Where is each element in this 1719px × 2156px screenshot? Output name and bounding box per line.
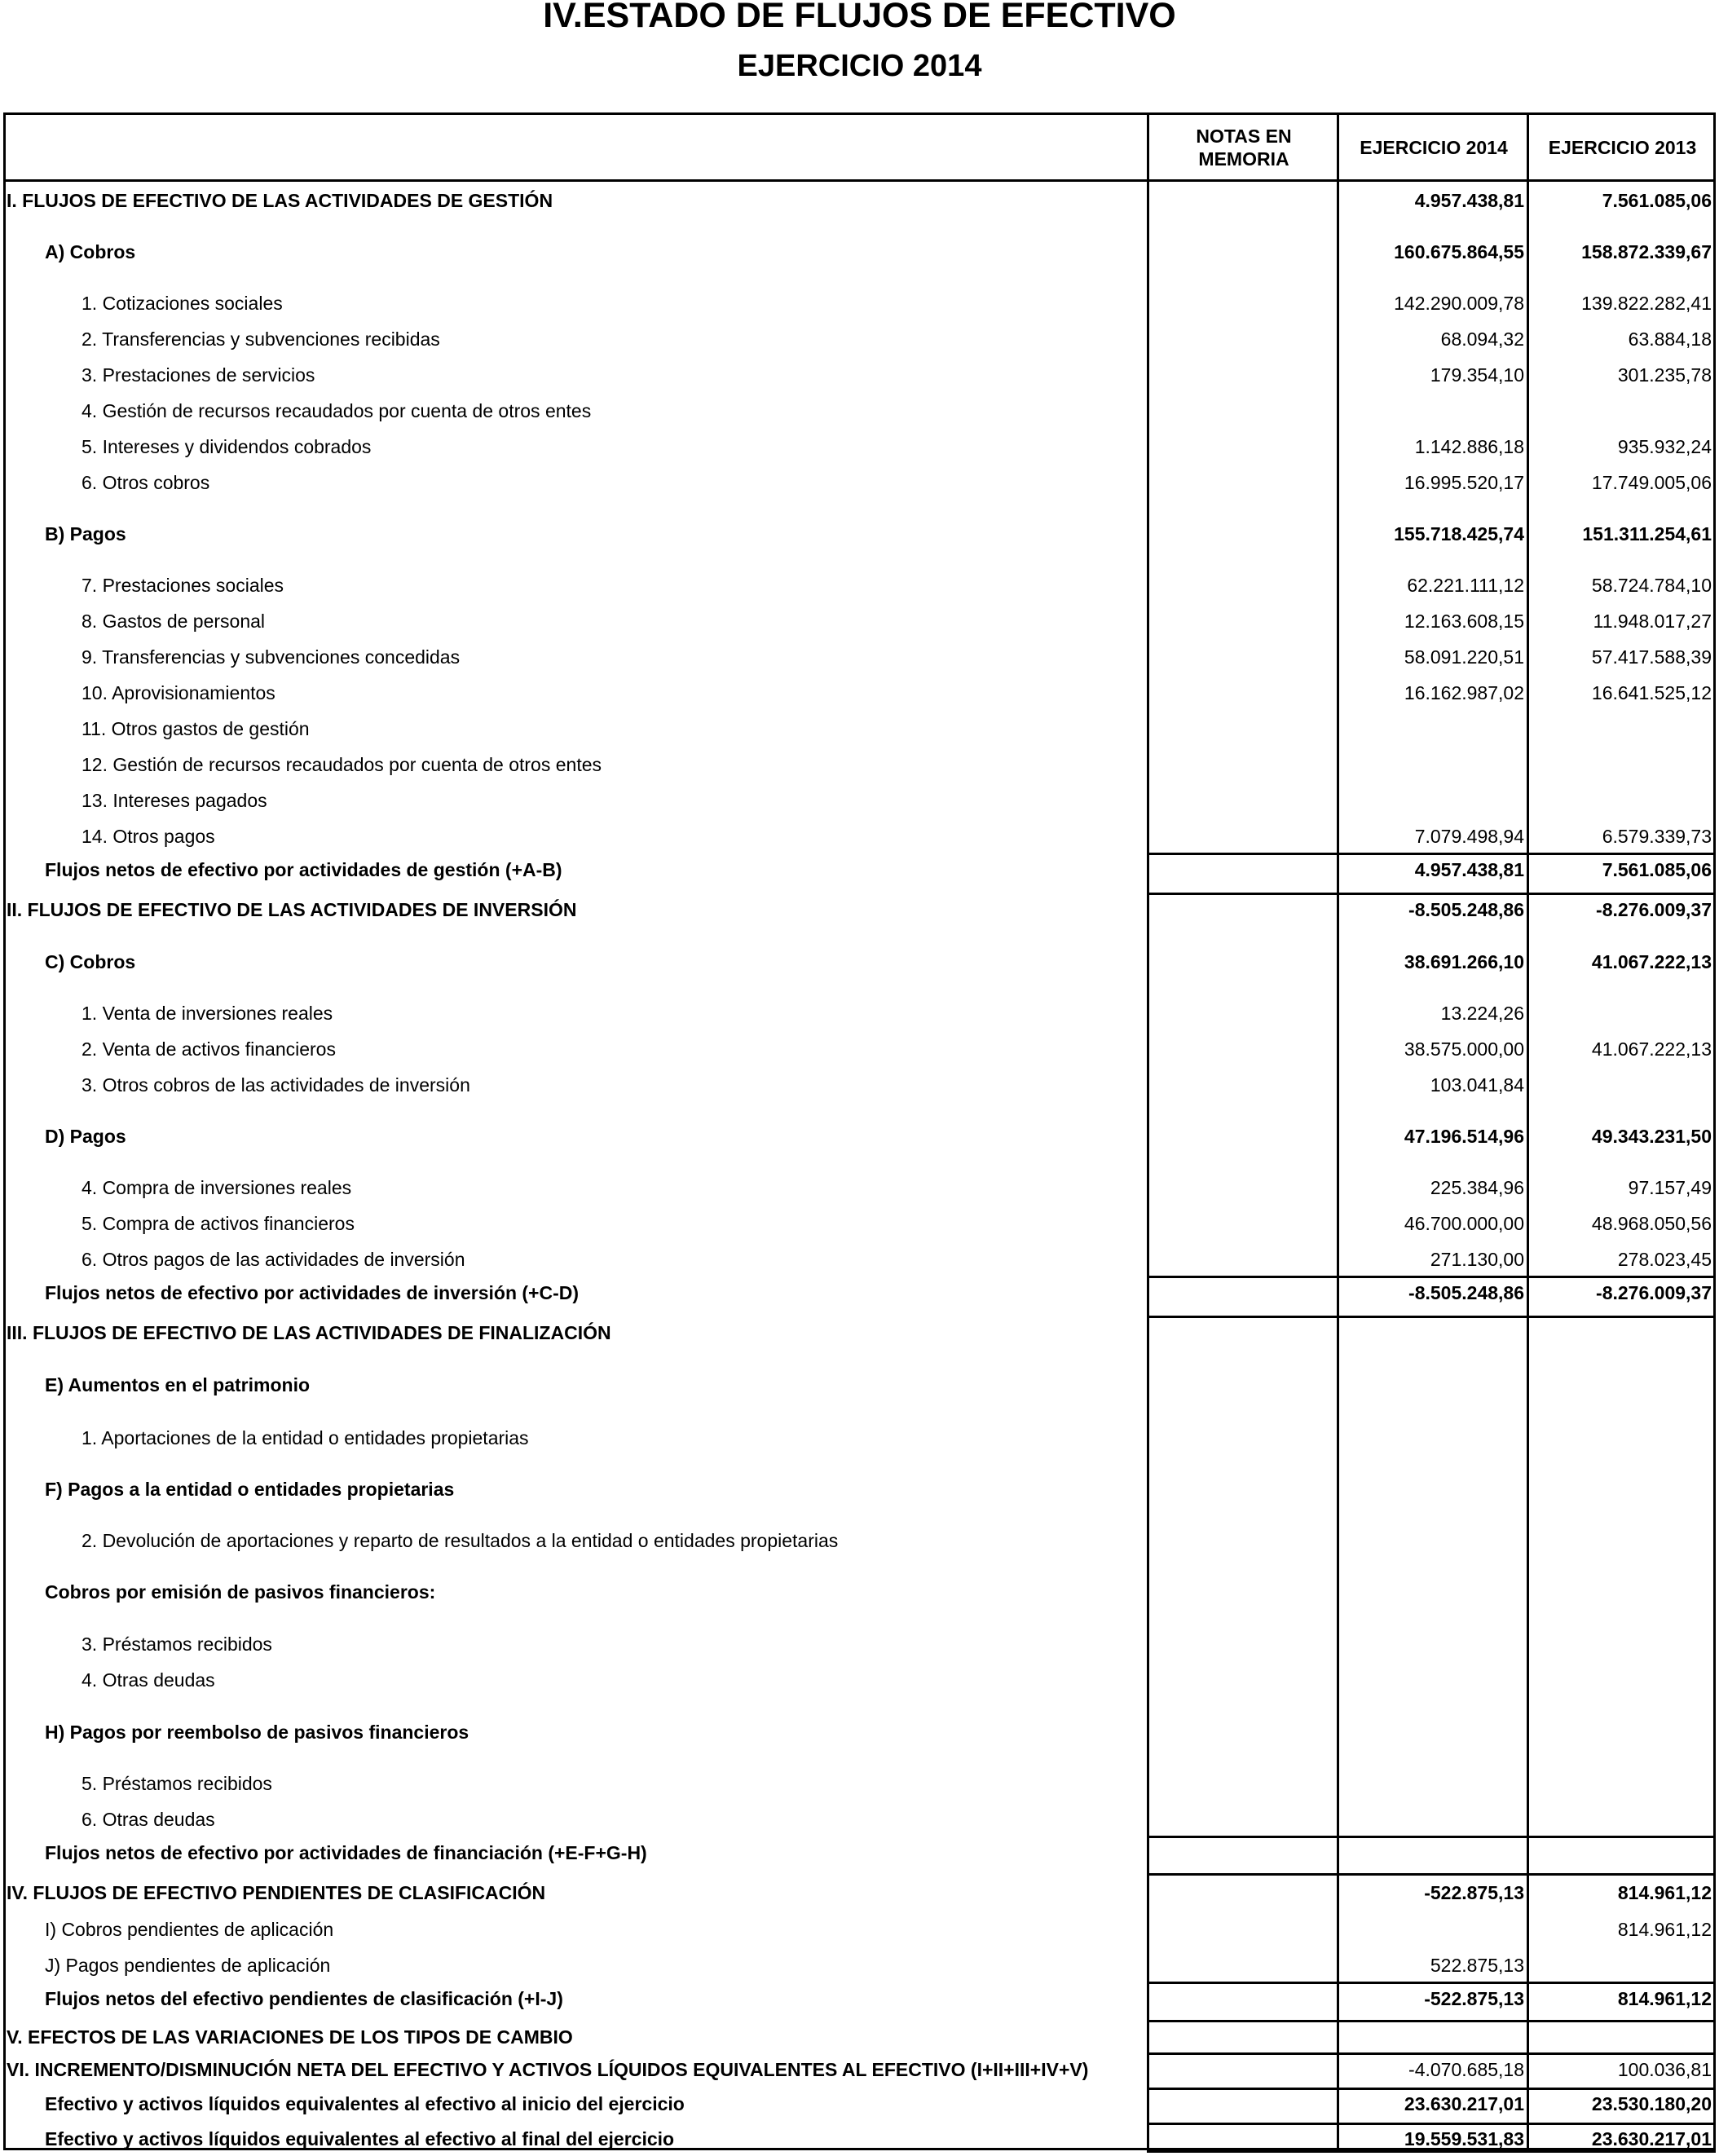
total-cell-divider	[1337, 1276, 1339, 1318]
value-2013: 935.932,24	[1617, 436, 1712, 457]
value-2013: 278.023,45	[1617, 1249, 1712, 1270]
total-cell-divider	[1147, 1836, 1149, 1876]
value-2013: -8.276.009,37	[1596, 1282, 1712, 1303]
row-label: 6. Otros cobros	[82, 472, 210, 493]
row-label: Flujos netos de efectivo por actividades de gestión (+A-B)	[45, 859, 562, 880]
value-2013: 814.961,12	[1617, 1919, 1712, 1940]
total-line-bottom	[1147, 2150, 1716, 2153]
row-label: Flujos netos del efectivo pendientes de clasificación (+I-J)	[45, 1988, 563, 2009]
total-line-top	[1147, 853, 1716, 855]
value-2014: -4.070.685,18	[1408, 2059, 1524, 2080]
row-label: 2. Venta de activos financieros	[82, 1038, 336, 1060]
total-line-top	[1147, 2052, 1716, 2055]
page-subtitle: EJERCICIO 2014	[737, 49, 982, 83]
value-2013: 158.872.339,67	[1581, 241, 1712, 262]
value-2014: 47.196.514,96	[1404, 1126, 1524, 1147]
total-cell-divider	[1527, 853, 1529, 895]
row-label: IV. FLUJOS DE EFECTIVO PENDIENTES DE CLASIFICACIÓN	[7, 1882, 546, 1903]
value-2013: 139.822.282,41	[1581, 293, 1712, 314]
value-2014: 103.041,84	[1430, 1074, 1524, 1096]
value-2014: 1.142.886,18	[1414, 436, 1524, 457]
total-line-top	[1147, 2020, 1716, 2022]
total-line-bottom	[1147, 1316, 1716, 1318]
value-2014: 46.700.000,00	[1404, 1213, 1524, 1234]
row-label: 9. Transferencias y subvenciones concedidas	[82, 646, 461, 668]
row-label: 5. Compra de activos financieros	[82, 1213, 355, 1234]
value-2014: 38.691.266,10	[1404, 951, 1524, 972]
total-cell-divider	[1147, 1276, 1149, 1318]
column-divider	[1337, 1316, 1339, 1836]
column-divider	[1147, 112, 1149, 853]
value-2013: 97.157,49	[1628, 1177, 1712, 1198]
col-header-notes: NOTAS EN MEMORIA	[1196, 126, 1292, 170]
row-label: VI. INCREMENTO/DISMINUCIÓN NETA DEL EFECTIVO Y ACTIVOS LÍQUIDOS EQUIVALENTES AL EFECTIVO (I+II+III+IV+V)	[7, 2059, 1089, 2080]
row-label: 8. Gastos de personal	[82, 611, 266, 632]
value-2013: 814.961,12	[1617, 1882, 1712, 1903]
total-cell-divider	[1337, 853, 1339, 895]
value-2014: 522.875,13	[1430, 1955, 1524, 1976]
col-header-2014: EJERCICIO 2014	[1360, 137, 1508, 158]
row-label: 3. Préstamos recibidos	[82, 1634, 272, 1655]
column-divider	[1337, 893, 1339, 1276]
column-divider	[1337, 1873, 1339, 1982]
row-label: I) Cobros pendientes de aplicación	[45, 1919, 334, 1940]
value-2014: 155.718.425,74	[1394, 523, 1524, 545]
value-2013: 11.948.017,27	[1593, 611, 1712, 632]
value-2014: 12.163.608,15	[1404, 611, 1524, 632]
value-2014: 68.094,32	[1440, 328, 1524, 350]
value-2013: 49.343.231,50	[1591, 1126, 1712, 1147]
total-cell-divider	[1147, 1982, 1149, 2022]
value-2013: 23.530.180,20	[1591, 2093, 1712, 2114]
value-2013: 100.036,81	[1617, 2059, 1712, 2080]
row-label: Cobros por emisión de pasivos financieros:	[45, 1581, 436, 1603]
total-cell-divider	[1337, 2088, 1339, 2125]
value-2013: 7.561.085,06	[1602, 859, 1712, 880]
row-label: 5. Préstamos recibidos	[82, 1773, 272, 1794]
total-cell-divider	[1147, 853, 1149, 895]
row-label: Efectivo y activos líquidos equivalentes al efectivo al inicio del ejercicio	[45, 2093, 685, 2114]
total-line-top	[1147, 1836, 1716, 1838]
value-2013: 48.968.050,56	[1591, 1213, 1712, 1234]
row-label: B) Pagos	[45, 523, 126, 545]
row-label: 1. Aportaciones de la entidad o entidades propietarias	[82, 1427, 529, 1448]
value-2013: 814.961,12	[1617, 1988, 1712, 2009]
column-divider	[1337, 112, 1339, 853]
value-2013: 6.579.339,73	[1602, 826, 1712, 847]
row-label: D) Pagos	[45, 1126, 126, 1147]
row-label: 2. Devolución de aportaciones y reparto de resultados a la entidad o entidades propietarias	[82, 1530, 839, 1551]
value-2014: 4.957.438,81	[1414, 859, 1524, 880]
row-label: 3. Otros cobros de las actividades de inversión	[82, 1074, 470, 1096]
value-2013: 17.749.005,06	[1591, 472, 1712, 493]
value-2014: 16.162.987,02	[1404, 682, 1524, 703]
page-title: IV.ESTADO DE FLUJOS DE EFECTIVO	[543, 0, 1176, 35]
column-divider	[1147, 1316, 1149, 1836]
column-divider	[1527, 112, 1529, 853]
column-divider	[1527, 893, 1529, 1276]
value-2014: 142.290.009,78	[1394, 293, 1524, 314]
total-cell-divider	[1337, 1836, 1339, 1876]
value-2014: 179.354,10	[1430, 364, 1524, 386]
value-2014: 13.224,26	[1440, 1003, 1524, 1024]
value-2013: 58.724.784,10	[1591, 575, 1712, 596]
total-cell-divider	[1527, 2020, 1529, 2055]
value-2013: 57.417.588,39	[1591, 646, 1712, 668]
row-label: II. FLUJOS DE EFECTIVO DE LAS ACTIVIDADES DE INVERSIÓN	[7, 899, 577, 920]
row-label: 13. Intereses pagados	[82, 790, 267, 811]
value-2013: 41.067.222,13	[1591, 951, 1712, 972]
column-divider	[1527, 1316, 1529, 1836]
value-2013: 151.311.254,61	[1582, 523, 1712, 545]
value-2014: 23.630.217,01	[1404, 2093, 1524, 2114]
row-label: V. EFECTOS DE LAS VARIACIONES DE LOS TIPOS DE CAMBIO	[7, 2026, 573, 2048]
col-header-2013: EJERCICIO 2013	[1548, 137, 1697, 158]
row-label: 10. Aprovisionamientos	[82, 682, 275, 703]
value-2013: 63.884,18	[1628, 328, 1712, 350]
row-label: F) Pagos a la entidad o entidades propietarias	[45, 1479, 455, 1500]
row-label: 4. Gestión de recursos recaudados por cuenta de otros entes	[82, 400, 592, 421]
row-label: Flujos netos de efectivo por actividades de financiación (+E-F+G-H)	[45, 1842, 647, 1863]
value-2014: -8.505.248,86	[1408, 1282, 1524, 1303]
total-cell-divider	[1527, 2088, 1529, 2125]
value-2013: 41.067.222,13	[1591, 1038, 1712, 1060]
row-label: 12. Gestión de recursos recaudados por cuenta de otros entes	[82, 754, 602, 775]
row-label: 6. Otros pagos de las actividades de inversión	[82, 1249, 465, 1270]
value-2014: 4.957.438,81	[1414, 190, 1524, 211]
value-2014: 38.575.000,00	[1404, 1038, 1524, 1060]
row-label: 7. Prestaciones sociales	[82, 575, 284, 596]
row-label: 4. Compra de inversiones reales	[82, 1177, 352, 1198]
value-2013: 7.561.085,06	[1602, 190, 1712, 211]
total-cell-divider	[1337, 2052, 1339, 2090]
row-label: C) Cobros	[45, 951, 136, 972]
row-label: Efectivo y activos líquidos equivalentes al efectivo al final del ejercicio	[45, 2128, 675, 2149]
total-cell-divider	[1147, 2088, 1149, 2125]
value-2013: -8.276.009,37	[1596, 899, 1712, 920]
value-2013: 16.641.525,12	[1591, 682, 1712, 703]
value-2014: 7.079.498,94	[1414, 826, 1524, 847]
row-label: 1. Cotizaciones sociales	[82, 293, 283, 314]
row-label: A) Cobros	[45, 241, 136, 262]
total-line-top	[1147, 2123, 1716, 2125]
value-2013: 301.235,78	[1617, 364, 1712, 386]
column-divider	[1147, 893, 1149, 1276]
row-label: 4. Otras deudas	[82, 1669, 215, 1691]
row-label: I. FLUJOS DE EFECTIVO DE LAS ACTIVIDADES DE GESTIÓN	[7, 190, 553, 211]
total-line-bottom	[1147, 1873, 1716, 1876]
row-label: 2. Transferencias y subvenciones recibidas	[82, 328, 440, 350]
value-2014: 225.384,96	[1430, 1177, 1524, 1198]
total-cell-divider	[1527, 2123, 1529, 2153]
value-2014: -522.875,13	[1424, 1882, 1524, 1903]
row-label: 5. Intereses y dividendos cobrados	[82, 436, 372, 457]
total-cell-divider	[1147, 2052, 1149, 2090]
total-cell-divider	[1527, 1982, 1529, 2022]
value-2014: 19.559.531,83	[1404, 2128, 1524, 2149]
total-line-top	[1147, 1982, 1716, 1984]
total-cell-divider	[1527, 1276, 1529, 1318]
column-divider	[1147, 1873, 1149, 1982]
row-label: E) Aumentos en el patrimonio	[45, 1374, 311, 1395]
value-2014: 58.091.220,51	[1404, 646, 1524, 668]
value-2014: 160.675.864,55	[1394, 241, 1524, 262]
total-line-top	[1147, 2088, 1716, 2090]
total-cell-divider	[1527, 1836, 1529, 1876]
total-cell-divider	[1337, 2020, 1339, 2055]
value-2014: -8.505.248,86	[1408, 899, 1524, 920]
value-2014: -522.875,13	[1424, 1988, 1524, 2009]
value-2014: 16.995.520,17	[1404, 472, 1524, 493]
total-cell-divider	[1337, 2123, 1339, 2153]
row-label: J) Pagos pendientes de aplicación	[45, 1955, 331, 1976]
row-label: 3. Prestaciones de servicios	[82, 364, 315, 386]
row-label: 1. Venta de inversiones reales	[82, 1003, 333, 1024]
total-line-top	[1147, 1276, 1716, 1278]
value-2014: 271.130,00	[1430, 1249, 1524, 1270]
row-label: Flujos netos de efectivo por actividades de inversión (+C-D)	[45, 1282, 580, 1303]
value-2013: 23.630.217,01	[1591, 2128, 1712, 2149]
column-divider	[1527, 1873, 1529, 1982]
row-label: III. FLUJOS DE EFECTIVO DE LAS ACTIVIDADES DE FINALIZACIÓN	[7, 1322, 611, 1343]
total-cell-divider	[1147, 2123, 1149, 2153]
row-label: H) Pagos por reembolso de pasivos financieros	[45, 1722, 469, 1743]
total-cell-divider	[1527, 2052, 1529, 2090]
total-line-bottom	[1147, 893, 1716, 895]
value-2014: 62.221.111,12	[1407, 575, 1524, 596]
header-divider	[3, 179, 1716, 182]
total-cell-divider	[1337, 1982, 1339, 2022]
row-label: 14. Otros pagos	[82, 826, 215, 847]
row-label: 6. Otras deudas	[82, 1809, 215, 1830]
row-label: 11. Otros gastos de gestión	[82, 718, 310, 739]
total-cell-divider	[1147, 2020, 1149, 2055]
